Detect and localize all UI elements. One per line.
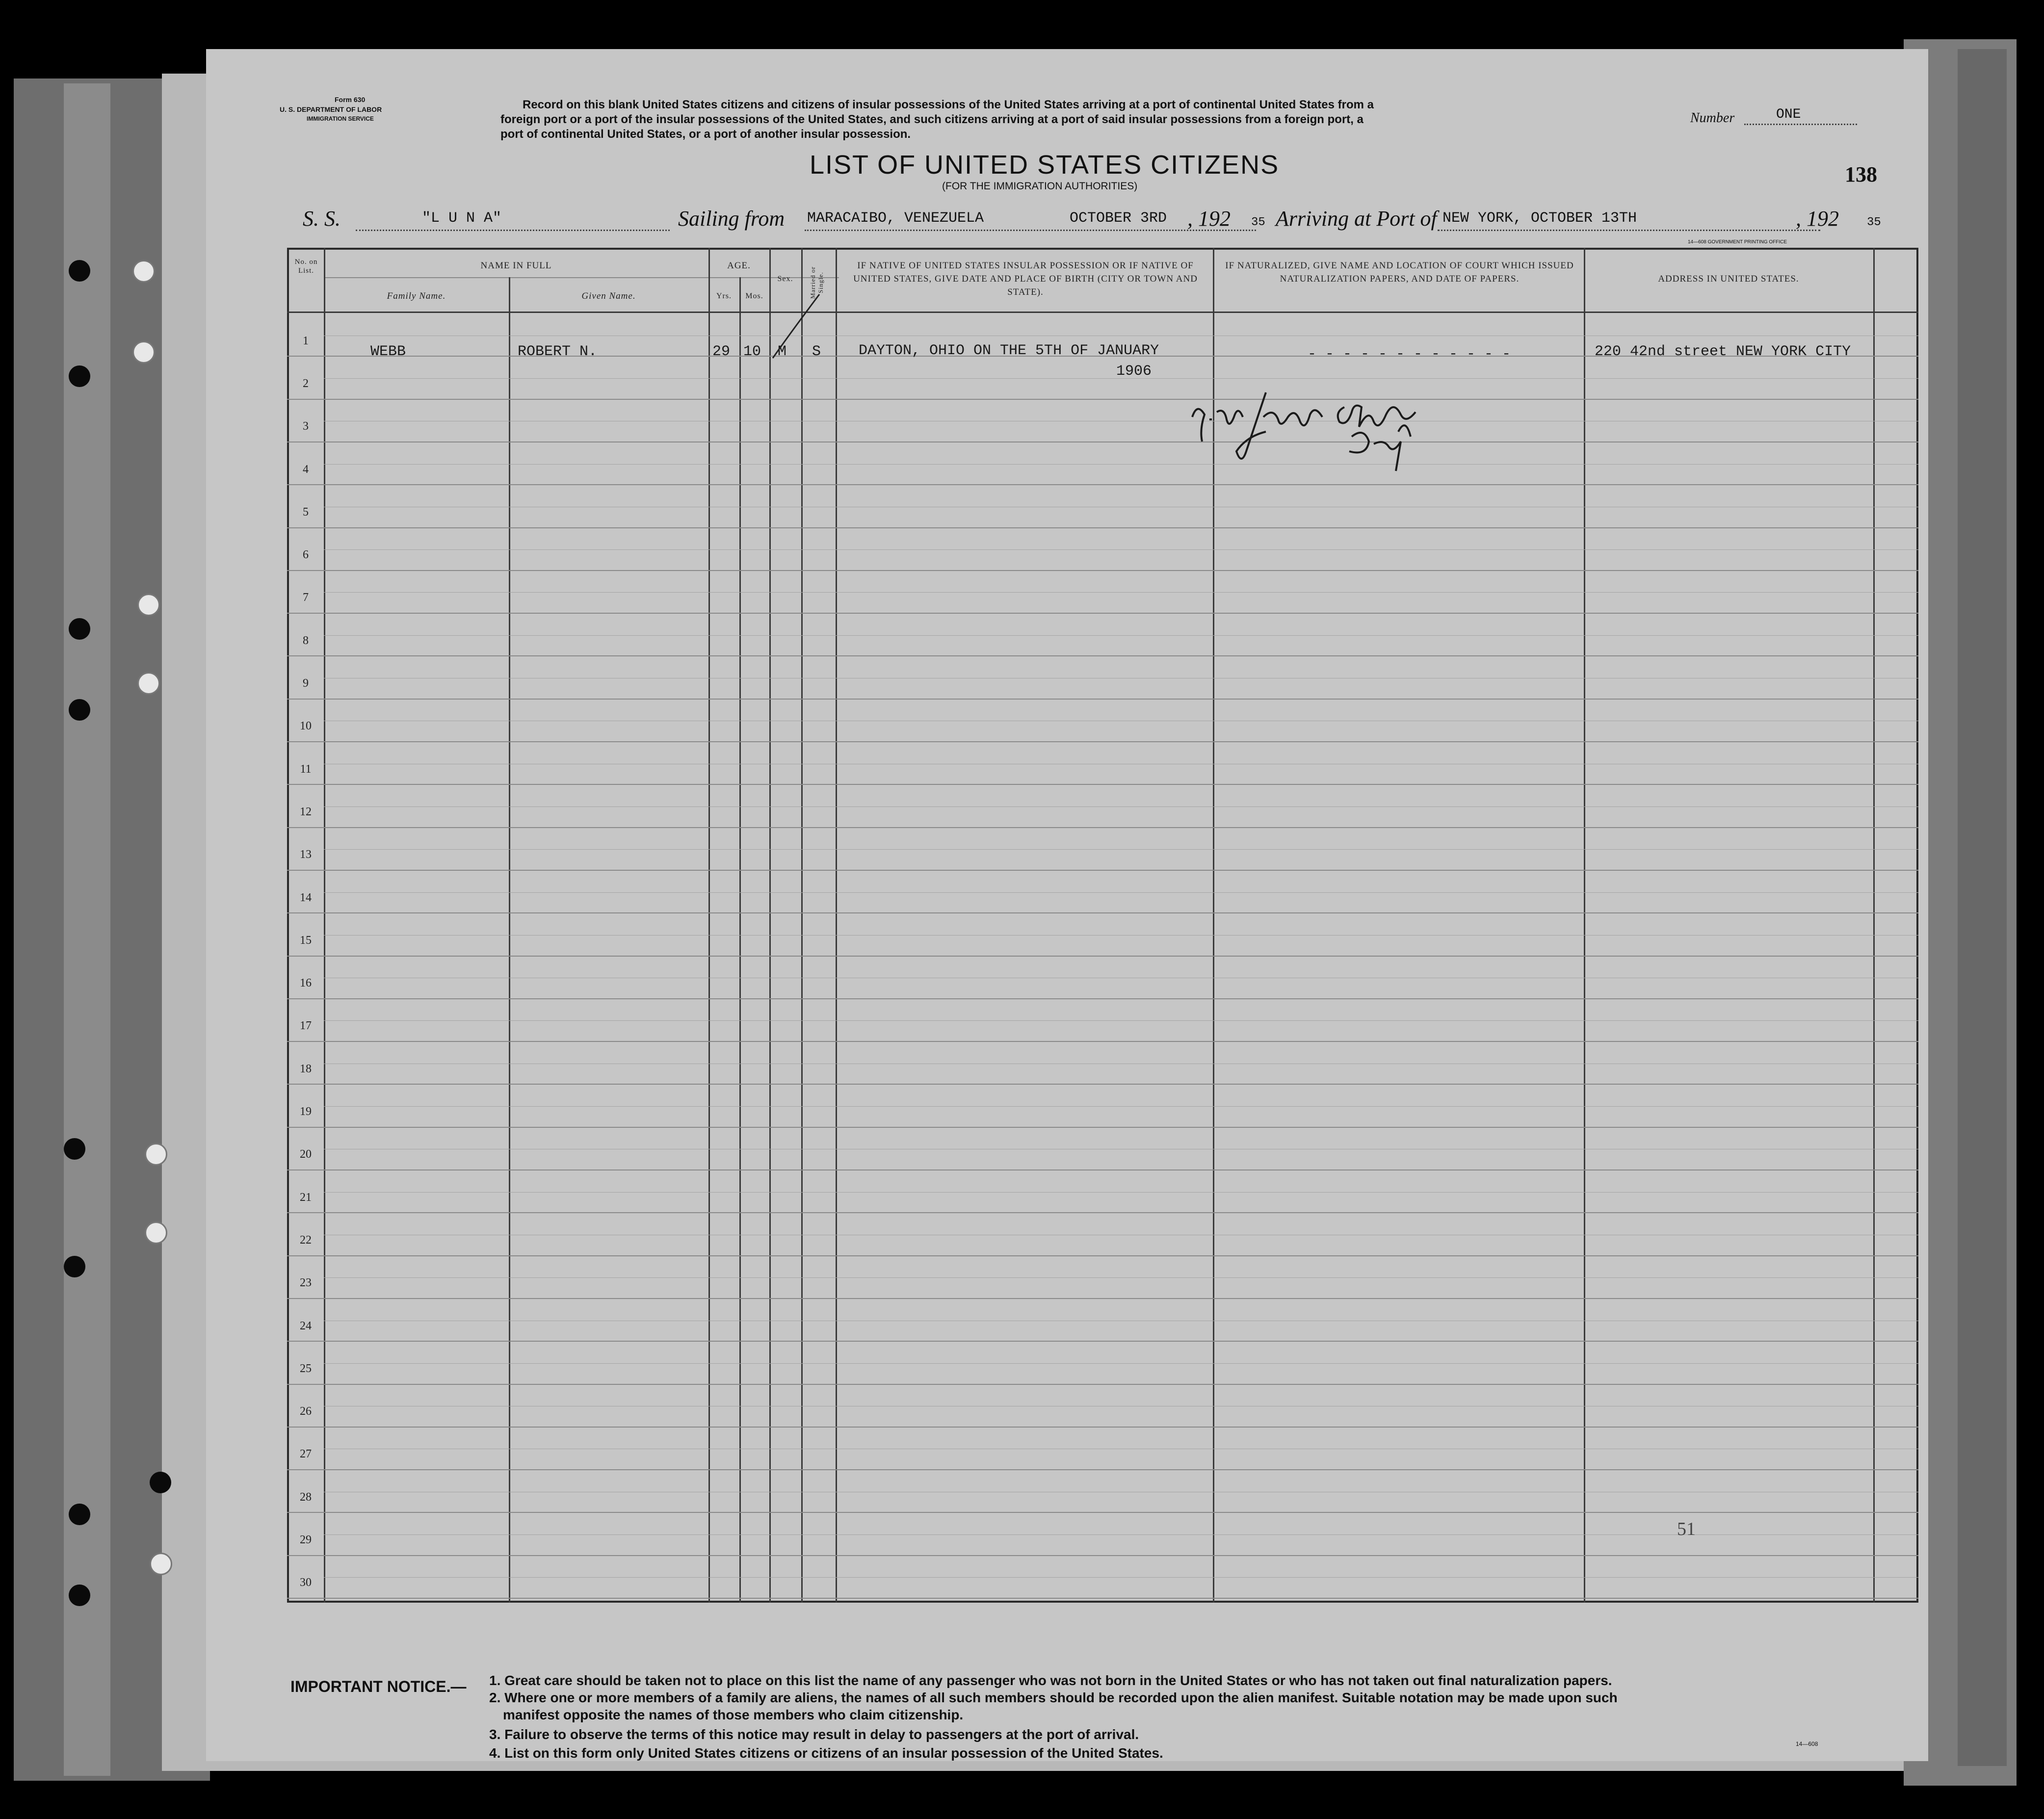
arriving-dotline (1438, 230, 1820, 231)
header-sex: Sex. (777, 275, 793, 283)
row-number: 14 (300, 891, 312, 904)
column-line (708, 248, 710, 1603)
entry-marital: S (812, 343, 821, 360)
row-guide (324, 1192, 1918, 1193)
notice-item: manifest opposite the names of those members who claim citizenship. (503, 1707, 964, 1722)
row-divider (287, 1512, 1918, 1513)
column-line (509, 277, 510, 1603)
row-divider (287, 741, 1918, 742)
row-divider (287, 1298, 1918, 1299)
sailing-year: , 192 (1187, 207, 1231, 231)
row-divider (287, 699, 1918, 700)
row-number: 7 (303, 591, 309, 604)
page-number: 138 (1845, 162, 1877, 186)
row-guide (324, 1106, 1918, 1107)
row-guide (324, 592, 1918, 593)
row-number: 19 (300, 1105, 312, 1118)
row-number: 22 (300, 1233, 312, 1247)
row-guide (324, 1363, 1918, 1364)
service-name: IMMIGRATION SERVICE (307, 115, 374, 122)
number-label: Number (1690, 110, 1735, 126)
back-page-edge-dark (1958, 49, 2007, 1766)
entry-birth-year: 1906 (1116, 363, 1152, 380)
row-divider (287, 827, 1918, 828)
header-name-in-full: NAME IN FULL (480, 260, 552, 271)
row-number: 12 (300, 805, 312, 818)
reinforced-hole (132, 260, 155, 283)
row-number: 10 (300, 720, 312, 733)
reinforced-hole (145, 1143, 167, 1166)
row-divider (287, 956, 1918, 957)
column-line (1873, 248, 1875, 1603)
row-divider (287, 655, 1918, 656)
punch-hole (69, 1504, 90, 1525)
column-line (324, 248, 325, 1603)
notice-heading: IMPORTANT NOTICE.— (290, 1678, 467, 1695)
row-guide (324, 464, 1918, 465)
row-number: 5 (303, 505, 309, 519)
entry-yrs: 29 (712, 343, 731, 360)
row-number: 24 (300, 1319, 312, 1332)
check-mark (770, 289, 824, 363)
punch-hole (64, 1256, 85, 1277)
row-divider (287, 613, 1918, 614)
row-number: 18 (300, 1062, 312, 1075)
column-line (739, 277, 741, 1603)
row-number: 9 (303, 677, 309, 690)
ship-dotline (356, 230, 670, 231)
row-guide (324, 1277, 1918, 1278)
header-mos: Mos. (745, 292, 763, 300)
row-number: 26 (300, 1405, 312, 1418)
row-number: 15 (300, 934, 312, 947)
arriving-label: Arriving at Port of (1276, 207, 1437, 231)
notice-item: 1. Great care should be taken not to place on this list the name of any passenger who was not born in the United States or who has not taken out final naturalization papers. (489, 1673, 1612, 1688)
header-naturalized: IF NATURALIZED, GIVE NAME AND LOCATION OF COURT WHICH ISSUED NATURALIZATION PAPERS, AND DATE OF PAPERS. (1225, 260, 1574, 284)
punch-hole (69, 365, 90, 387)
header-birth: IF NATIVE OF UNITED STATES INSULAR POSSESSION OR IF NATIVE OF UNITED STATES, GIVE DATE AND PLACE OF BIRTH (CITY OR TOWN AND STATE). (853, 260, 1198, 297)
header-given-name: Given Name. (581, 291, 636, 301)
row-divider (287, 870, 1918, 871)
stamp-number: 51 (1677, 1519, 1696, 1539)
row-number: 21 (300, 1191, 312, 1204)
row-number: 27 (300, 1448, 312, 1461)
instruction-line: foreign port or a port of the insular possessions of the United States, and such citizens arriving at a port of said insular possessions from a foreign port, a (500, 113, 1363, 126)
arriving-port: NEW YORK, OCTOBER 13TH (1442, 210, 1637, 227)
arriving-year: , 192 (1796, 207, 1839, 231)
row-divider (287, 1127, 1918, 1128)
column-line (801, 248, 803, 1603)
row-number: 4 (303, 463, 309, 476)
entry-naturalization: - - - - - - - - - - - - (1308, 346, 1511, 363)
row-guide (324, 892, 1918, 893)
punch-hole (150, 1472, 171, 1493)
subheader-rule (324, 277, 839, 278)
row-guide (324, 549, 1918, 550)
punch-hole (69, 1585, 90, 1606)
row-divider (287, 1041, 1918, 1042)
page-subtitle: (FOR THE IMMIGRATION AUTHORITIES) (942, 181, 1138, 192)
row-divider (287, 998, 1918, 999)
row-number: 16 (300, 977, 312, 990)
reinforced-hole (150, 1553, 172, 1575)
entry-address: 220 42nd street NEW YORK CITY (1595, 343, 1851, 360)
row-divider (287, 1169, 1918, 1170)
row-number: 20 (300, 1148, 312, 1161)
row-divider (287, 484, 1918, 485)
inspector-signature (1182, 383, 1457, 481)
page-title: LIST OF UNITED STATES CITIZENS (810, 150, 1280, 180)
header-no-on-list: No. on List. (294, 258, 318, 275)
row-guide (324, 635, 1918, 636)
row-number: 17 (300, 1019, 312, 1033)
header-address: ADDRESS IN UNITED STATES. (1658, 274, 1799, 284)
row-divider (287, 527, 1918, 528)
instruction-line: Record on this blank United States citizens and citizens of insular possessions of the United States arriving at a port of continental United States from a (523, 98, 1374, 111)
number-dotline (1744, 124, 1857, 125)
row-number: 11 (300, 762, 312, 776)
row-guide (324, 1577, 1918, 1578)
sailing-year-suffix: 35 (1251, 216, 1265, 229)
passenger-table (287, 248, 1918, 1603)
ship-name: "L U N A" (422, 210, 502, 227)
sailing-date: OCTOBER 3RD (1070, 210, 1167, 227)
notice-item: 4. List on this form only United States citizens or citizens of an insular possession of the United States. (489, 1745, 1163, 1761)
ss-label: S. S. (303, 207, 341, 231)
entry-sex: M (778, 343, 787, 360)
reinforced-hole (132, 341, 155, 364)
header-age: AGE. (727, 260, 751, 271)
row-divider (287, 784, 1918, 785)
instruction-line: port of continental United States, or a port of another insular possession. (500, 128, 911, 141)
row-divider (287, 1255, 1918, 1256)
header-married-single: Married or Single. (809, 266, 824, 299)
column-line (836, 248, 837, 1603)
row-number: 3 (303, 420, 309, 433)
footer-mark: 14—608 (1796, 1741, 1818, 1747)
reinforced-hole (145, 1221, 167, 1244)
department-name: U. S. DEPARTMENT OF LABOR (280, 105, 382, 113)
row-divider (287, 1427, 1918, 1428)
number-value: ONE (1776, 107, 1801, 122)
row-divider (287, 1212, 1918, 1213)
row-number: 2 (303, 377, 309, 390)
row-divider (287, 1598, 1918, 1599)
row-divider (287, 1084, 1918, 1085)
row-guide (324, 1020, 1918, 1021)
header-rule (287, 312, 1918, 313)
entry-family-name: WEBB (370, 343, 406, 360)
row-divider (287, 399, 1918, 400)
punch-hole (64, 1138, 85, 1160)
arriving-year-suffix: 35 (1867, 216, 1881, 229)
header-yrs: Yrs. (716, 292, 732, 300)
entry-birth: DAYTON, OHIO ON THE 5TH OF JANUARY (859, 342, 1159, 359)
column-line (1584, 248, 1585, 1603)
entry-given-name: ROBERT N. (518, 343, 598, 360)
header-family-name: Family Name. (387, 291, 446, 301)
punch-hole (69, 618, 90, 640)
row-number: 25 (300, 1362, 312, 1375)
entry-mos: 10 (743, 343, 761, 360)
row-number: 30 (300, 1576, 312, 1589)
reinforced-hole (137, 672, 160, 695)
row-divider (287, 1341, 1918, 1342)
printer-mark: 14—608 GOVERNMENT PRINTING OFFICE (1688, 239, 1787, 245)
row-number: 13 (300, 848, 312, 861)
row-divider (287, 1469, 1918, 1470)
row-guide (324, 806, 1918, 807)
notice-item: 3. Failure to observe the terms of this notice may result in delay to passengers at the port of arrival. (489, 1727, 1139, 1742)
row-number: 8 (303, 634, 309, 647)
reinforced-hole (137, 594, 160, 616)
row-number: 28 (300, 1490, 312, 1504)
row-guide (324, 849, 1918, 850)
punch-hole (69, 260, 90, 282)
row-number: 29 (300, 1533, 312, 1547)
sailing-label: Sailing from (678, 207, 785, 231)
notice-item: 2. Where one or more members of a family are aliens, the names of all such members should be recorded upon the alien manifest. Suitable notation may be made upon such (489, 1690, 1618, 1705)
row-number: 1 (303, 334, 309, 347)
row-divider (287, 570, 1918, 571)
row-divider (287, 1384, 1918, 1385)
form-number: Form 630 (335, 96, 366, 104)
punch-hole (69, 699, 90, 721)
row-divider (287, 1555, 1918, 1556)
manifest-sheet (206, 49, 1928, 1761)
column-line (769, 248, 771, 1603)
row-number: 6 (303, 548, 309, 562)
row-divider (287, 912, 1918, 913)
sailing-from: MARACAIBO, VENEZUELA (807, 210, 984, 227)
row-number: 23 (300, 1276, 312, 1290)
